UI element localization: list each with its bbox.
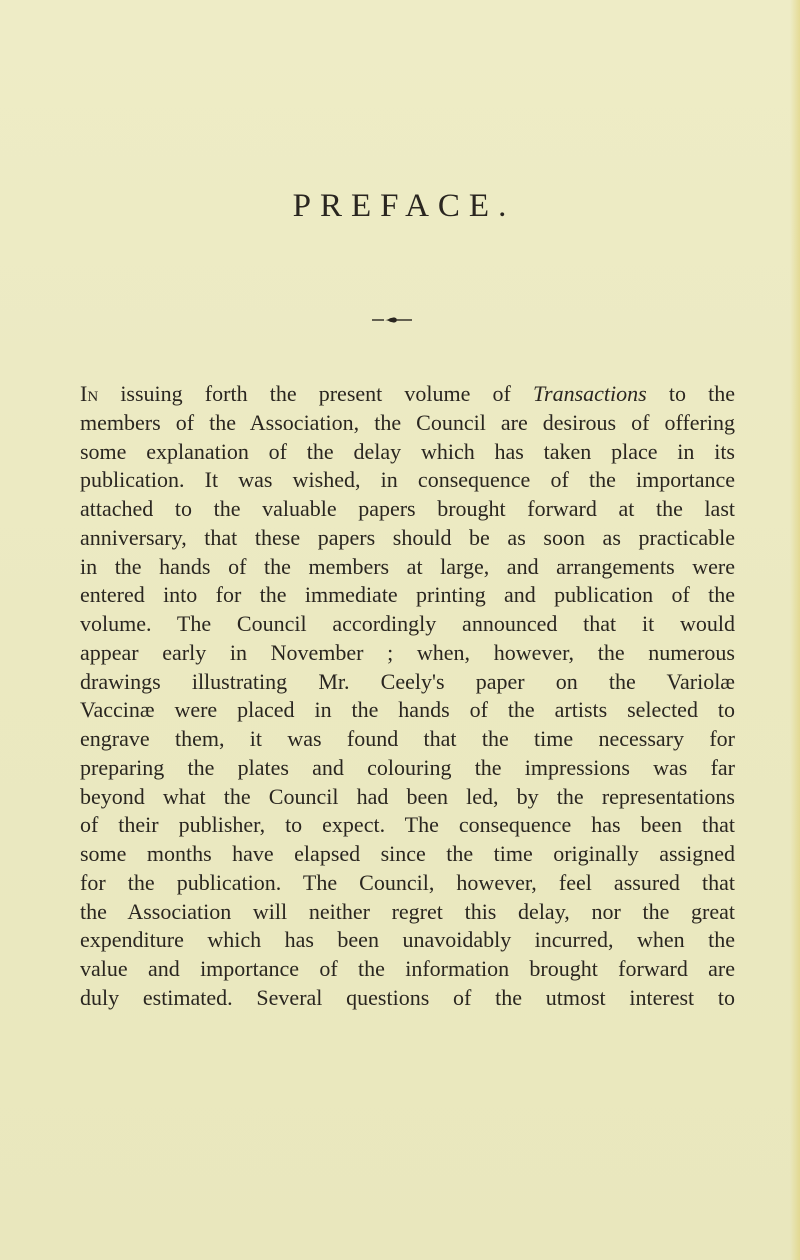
text-segment: drawings illustrating Mr. Ceely's paper on the Variolæ [80,668,735,694]
text-line [80,581,735,610]
text-segment: anniversary, that these papers should be as soon as practicable [80,524,735,550]
text-segment: appear early in November ; when, however, the numerous [80,639,735,665]
text-line [80,783,735,812]
text-line [80,553,735,582]
text-segment: in the hands of the members at large, and arrangements were [80,553,735,579]
text-line [80,610,735,639]
text-segment: entered into for the immediate printing and publication of the [80,582,735,608]
text-line [80,409,735,438]
text-segment: some months have elapsed since the time originally assigned [80,841,735,866]
text-segment: volume. The Council accordingly announced that it would [80,611,735,636]
text-line [80,869,735,898]
text-segment: Vaccinæ were placed in the hands of the artists selected to [80,697,735,723]
text-line [80,725,735,754]
text-segment: the Association will neither regret this delay, nor the great [80,898,735,924]
text-line [80,898,735,927]
text-line [80,380,735,409]
text-line [80,466,735,495]
text-line [80,840,735,869]
text-line [80,524,735,553]
text-segment: to the [646,381,735,406]
text-segment: engrave them, it was found that the time necessary for [80,726,735,751]
text-line [80,984,735,1013]
text-line [80,754,735,783]
text-segment: attached to the valuable papers brought forward at the last [80,496,735,521]
text-segment: preparing the plates and colouring the impressions was far [80,754,735,780]
text-segment: publication. It was wished, in consequence of the importance [80,467,735,493]
text-segment: Transactions [533,381,647,406]
text-line [80,495,735,524]
text-segment: some explanation of the delay which has taken place in its [80,438,735,464]
page-title: PREFACE. [292,188,516,224]
text-line [80,639,735,668]
text-segment: issuing forth the present volume of [120,381,534,406]
text-segment: expenditure which has been unavoidably incurred, when the [80,927,735,953]
opening-word: In [80,381,121,406]
text-segment: duly estimated. Several questions of the utmost interest to [80,984,735,1010]
text-segment: members of the Association, the Council are desirous of offering [80,409,735,435]
text-line [80,955,735,984]
text-line [80,696,735,725]
text-segment: value and importance of the information brought forward are [80,956,735,981]
text-segment: of their publisher, to expect. The consequence has been that [80,812,735,838]
text-line [80,438,735,467]
text-line [80,811,735,840]
text-line [80,926,735,955]
preface-paragraph [80,380,735,1013]
dash-ornament-icon [370,315,414,325]
text-segment: beyond what the Council had been led, by the representations [80,783,735,809]
text-line [80,668,735,697]
text-segment: for the publication. The Council, however, feel assured that [80,869,735,895]
